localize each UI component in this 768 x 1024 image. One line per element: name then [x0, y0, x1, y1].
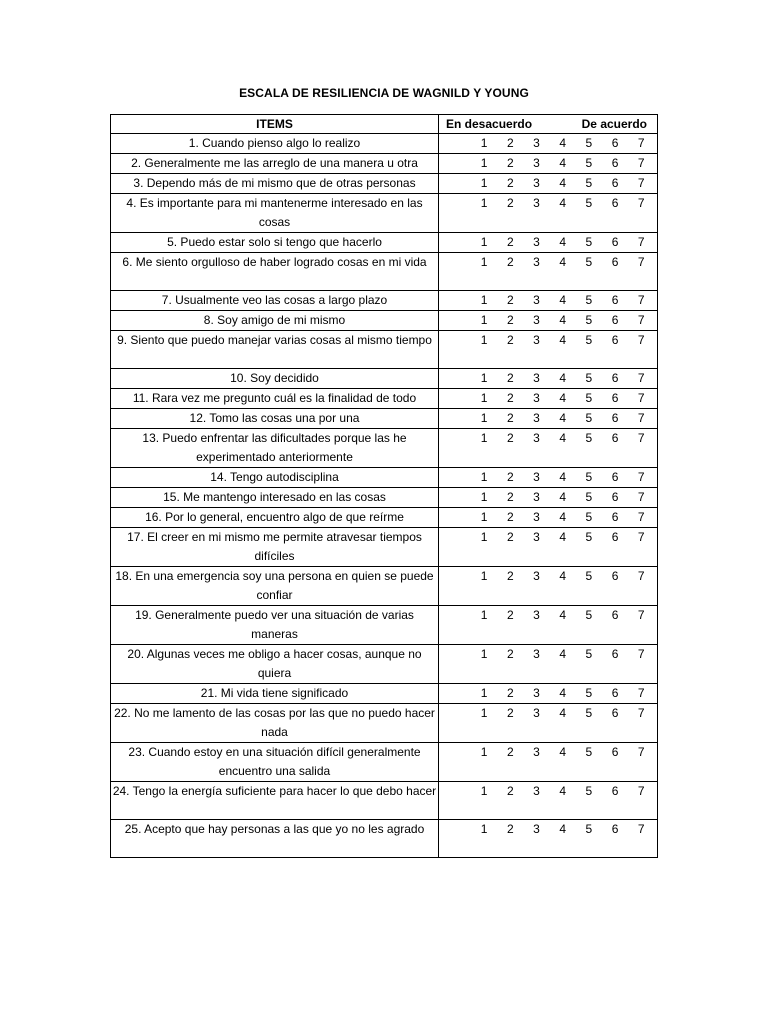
rating-options [439, 311, 658, 331]
rating-option[interactable]: 4 [559, 411, 566, 425]
item-text: 1. Cuando pienso algo lo realizo [111, 134, 439, 154]
table-row [111, 174, 658, 194]
item-text: 12. Tomo las cosas una por una [111, 409, 439, 429]
rating-option[interactable]: 6 [611, 293, 619, 307]
item-text: 11. Rara vez me pregunto cuál es la finalidad de todo [111, 389, 439, 409]
rating-option[interactable]: 3 [533, 411, 540, 425]
rating-option[interactable]: 3 [533, 569, 540, 583]
item-text: 25. Acepto que hay personas a las que yo no les agrado [111, 820, 439, 858]
rating-option[interactable]: 1 [480, 196, 488, 210]
rating-option[interactable]: 1 [480, 686, 488, 700]
rating-option[interactable]: 3 [533, 431, 540, 445]
rating-option[interactable]: 6 [611, 176, 619, 190]
table-row [111, 233, 658, 253]
rating-option[interactable]: 5 [585, 391, 593, 405]
rating-option[interactable]: 3 [533, 706, 540, 720]
rating-option[interactable]: 6 [611, 686, 619, 700]
table-header-row [111, 115, 658, 134]
rating-option[interactable]: 5 [585, 156, 593, 170]
rating-option[interactable]: 6 [611, 196, 619, 210]
rating-option[interactable]: 6 [611, 470, 619, 484]
item-text: 4. Es importante para mi mantenerme interesado en las cosas [111, 194, 439, 233]
rating-option[interactable]: 7 [637, 176, 645, 190]
rating-option[interactable]: 5 [585, 136, 593, 150]
rating-option[interactable]: 6 [611, 510, 619, 524]
rating-option[interactable]: 7 [637, 569, 645, 583]
rating-option[interactable]: 2 [506, 686, 514, 700]
rating-option[interactable]: 3 [533, 371, 540, 385]
table-row [111, 369, 658, 389]
rating-options [439, 429, 658, 468]
rating-options [439, 528, 658, 567]
rating-option[interactable]: 1 [480, 136, 488, 150]
rating-option[interactable]: 6 [611, 530, 619, 544]
rating-option[interactable]: 5 [585, 490, 593, 504]
rating-option[interactable]: 5 [585, 745, 593, 759]
table-row [111, 488, 658, 508]
rating-options [439, 684, 658, 704]
table-row [111, 645, 658, 684]
rating-option[interactable]: 3 [533, 235, 540, 249]
rating-options [439, 488, 658, 508]
rating-option[interactable]: 5 [585, 313, 593, 327]
rating-option[interactable]: 3 [533, 470, 540, 484]
item-text: 3. Dependo más de mi mismo que de otras personas [111, 174, 439, 194]
rating-option[interactable]: 6 [611, 235, 619, 249]
item-text: 2. Generalmente me las arreglo de una manera u otra [111, 154, 439, 174]
rating-option[interactable]: 6 [611, 784, 619, 798]
rating-option[interactable]: 4 [559, 176, 566, 190]
rating-option[interactable]: 6 [611, 647, 619, 661]
item-text: 14. Tengo autodisciplina [111, 468, 439, 488]
rating-option[interactable]: 6 [611, 156, 619, 170]
rating-option[interactable]: 5 [585, 235, 593, 249]
rating-option[interactable]: 3 [533, 196, 540, 210]
rating-option[interactable]: 3 [533, 313, 540, 327]
rating-option[interactable]: 7 [637, 235, 645, 249]
rating-options [439, 174, 658, 194]
rating-option[interactable]: 1 [480, 333, 488, 347]
rating-option[interactable]: 3 [533, 530, 540, 544]
rating-option[interactable]: 5 [585, 255, 593, 269]
rating-option[interactable]: 3 [533, 784, 540, 798]
table-row [111, 468, 658, 488]
rating-option[interactable]: 4 [559, 686, 566, 700]
rating-option[interactable]: 3 [533, 333, 540, 347]
rating-option[interactable]: 1 [480, 293, 488, 307]
rating-option[interactable]: 4 [559, 293, 566, 307]
table-row [111, 409, 658, 429]
table-row [111, 684, 658, 704]
rating-option[interactable]: 5 [585, 647, 593, 661]
rating-option[interactable]: 1 [480, 156, 488, 170]
document-title: ESCALA DE RESILIENCIA DE WAGNILD Y YOUNG [239, 86, 529, 100]
rating-option[interactable]: 7 [637, 293, 645, 307]
rating-option[interactable]: 4 [559, 490, 566, 504]
table-row [111, 704, 658, 743]
rating-option[interactable]: 7 [637, 647, 645, 661]
resilience-scale-table [110, 114, 658, 858]
rating-option[interactable]: 4 [559, 745, 566, 759]
rating-option[interactable]: 3 [533, 490, 540, 504]
rating-option[interactable]: 6 [611, 431, 619, 445]
disagree-label: En desacuerdo [446, 117, 533, 131]
rating-option[interactable]: 2 [506, 371, 514, 385]
table-row [111, 567, 658, 606]
rating-options [439, 154, 658, 174]
rating-option[interactable]: 1 [480, 569, 488, 583]
rating-option[interactable]: 4 [559, 784, 566, 798]
item-text: 13. Puedo enfrentar las dificultades porque las he experimentado anteriormente [111, 429, 439, 468]
rating-option[interactable]: 6 [611, 313, 619, 327]
rating-option[interactable]: 5 [585, 706, 593, 720]
rating-option[interactable]: 2 [506, 745, 514, 759]
rating-option[interactable]: 7 [637, 371, 645, 385]
rating-option[interactable]: 6 [611, 255, 619, 269]
rating-option[interactable]: 2 [506, 255, 514, 269]
table-body [111, 134, 658, 858]
scale-column-header [439, 115, 658, 134]
rating-option[interactable]: 6 [611, 411, 619, 425]
rating-options [439, 194, 658, 233]
rating-option[interactable]: 6 [611, 745, 619, 759]
rating-options [439, 782, 658, 820]
table-row [111, 194, 658, 233]
rating-options [439, 704, 658, 743]
rating-option[interactable]: 3 [533, 745, 540, 759]
rating-option[interactable]: 5 [585, 333, 593, 347]
rating-option[interactable]: 2 [506, 293, 514, 307]
rating-option[interactable]: 5 [585, 530, 593, 544]
item-text: 6. Me siento orgulloso de haber logrado cosas en mi vida [111, 253, 439, 291]
rating-option[interactable]: 7 [637, 608, 645, 622]
rating-option[interactable]: 4 [559, 647, 566, 661]
rating-option[interactable]: 1 [480, 490, 488, 504]
rating-option[interactable]: 7 [637, 255, 645, 269]
item-text: 19. Generalmente puedo ver una situación de varias maneras [111, 606, 439, 645]
table-row [111, 134, 658, 154]
rating-options [439, 369, 658, 389]
rating-option[interactable]: 2 [506, 156, 514, 170]
table-row [111, 820, 658, 858]
rating-option[interactable]: 3 [533, 822, 540, 836]
rating-option[interactable]: 1 [480, 255, 488, 269]
rating-option[interactable]: 5 [585, 293, 593, 307]
table-row [111, 389, 658, 409]
rating-option[interactable]: 3 [533, 293, 540, 307]
rating-option[interactable]: 7 [637, 156, 645, 170]
rating-options [439, 409, 658, 429]
rating-options [439, 468, 658, 488]
rating-option[interactable]: 2 [506, 196, 514, 210]
rating-options [439, 253, 658, 291]
rating-option[interactable]: 1 [480, 510, 488, 524]
rating-option[interactable]: 3 [533, 686, 540, 700]
rating-option[interactable]: 7 [637, 431, 645, 445]
rating-option[interactable]: 2 [506, 470, 514, 484]
rating-option[interactable]: 1 [480, 235, 488, 249]
item-text: 16. Por lo general, encuentro algo de que reírme [111, 508, 439, 528]
rating-option[interactable]: 3 [533, 136, 540, 150]
table-row [111, 508, 658, 528]
rating-options [439, 331, 658, 369]
rating-options [439, 567, 658, 606]
rating-options [439, 645, 658, 684]
rating-option[interactable]: 6 [611, 136, 619, 150]
rating-option[interactable]: 3 [533, 255, 540, 269]
rating-option[interactable]: 1 [480, 530, 488, 544]
rating-option[interactable]: 2 [506, 490, 514, 504]
rating-option[interactable]: 5 [585, 784, 593, 798]
rating-options [439, 134, 658, 154]
rating-option[interactable]: 4 [559, 391, 566, 405]
item-text: 24. Tengo la energía suficiente para hacer lo que debo hacer [111, 782, 439, 820]
rating-option[interactable]: 3 [533, 510, 540, 524]
rating-option[interactable]: 5 [585, 411, 593, 425]
rating-option[interactable]: 4 [559, 136, 566, 150]
rating-option[interactable]: 5 [585, 470, 593, 484]
rating-option[interactable]: 1 [480, 608, 488, 622]
rating-option[interactable]: 4 [559, 235, 566, 249]
rating-option[interactable]: 7 [637, 784, 645, 798]
rating-option[interactable]: 3 [533, 647, 540, 661]
rating-option[interactable]: 1 [480, 647, 488, 661]
rating-option[interactable]: 1 [480, 745, 488, 759]
rating-option[interactable]: 4 [559, 470, 566, 484]
rating-option[interactable]: 1 [480, 371, 488, 385]
rating-options [439, 606, 658, 645]
rating-option[interactable]: 1 [480, 176, 488, 190]
rating-option[interactable]: 5 [585, 371, 593, 385]
rating-option[interactable]: 4 [559, 608, 566, 622]
rating-option[interactable]: 4 [559, 255, 566, 269]
rating-option[interactable]: 2 [506, 136, 514, 150]
table-row [111, 291, 658, 311]
rating-option[interactable]: 2 [506, 530, 514, 544]
rating-options [439, 743, 658, 782]
rating-option[interactable]: 5 [585, 196, 593, 210]
rating-option[interactable]: 2 [506, 822, 514, 836]
rating-option[interactable]: 6 [611, 333, 619, 347]
item-text: 21. Mi vida tiene significado [111, 684, 439, 704]
rating-option[interactable]: 7 [637, 822, 645, 836]
rating-option[interactable]: 5 [585, 822, 593, 836]
item-text: 9. Siento que puedo manejar varias cosas al mismo tiempo [111, 331, 439, 369]
agree-label: De acuerdo [581, 117, 647, 131]
rating-option[interactable]: 7 [637, 313, 645, 327]
rating-option[interactable]: 6 [611, 569, 619, 583]
table-row [111, 782, 658, 820]
rating-option[interactable]: 4 [559, 156, 566, 170]
rating-option[interactable]: 5 [585, 569, 593, 583]
rating-option[interactable]: 5 [585, 608, 593, 622]
rating-option[interactable]: 2 [506, 411, 514, 425]
table-row [111, 606, 658, 645]
rating-options [439, 389, 658, 409]
rating-options [439, 820, 658, 858]
rating-option[interactable]: 7 [637, 490, 645, 504]
item-text: 18. En una emergencia soy una persona en quien se puede confiar [111, 567, 439, 606]
rating-option[interactable]: 2 [506, 706, 514, 720]
rating-option[interactable]: 1 [480, 470, 488, 484]
rating-option[interactable]: 3 [533, 176, 540, 190]
rating-option[interactable]: 2 [506, 647, 514, 661]
rating-option[interactable]: 1 [480, 391, 488, 405]
rating-option[interactable]: 1 [480, 784, 488, 798]
rating-option[interactable]: 7 [637, 196, 645, 210]
rating-option[interactable]: 7 [637, 333, 645, 347]
rating-option[interactable]: 7 [637, 391, 645, 405]
rating-option[interactable]: 7 [637, 136, 645, 150]
rating-option[interactable]: 7 [637, 470, 645, 484]
table-row [111, 154, 658, 174]
rating-options [439, 291, 658, 311]
rating-option[interactable]: 2 [506, 510, 514, 524]
rating-option[interactable]: 2 [506, 391, 514, 405]
rating-option[interactable]: 6 [611, 608, 619, 622]
table-row [111, 528, 658, 567]
item-text: 20. Algunas veces me obligo a hacer cosas, aunque no quiera [111, 645, 439, 684]
rating-options [439, 233, 658, 253]
rating-option[interactable]: 2 [506, 784, 514, 798]
items-column-header: ITEMS [111, 115, 439, 134]
rating-option[interactable]: 6 [611, 490, 619, 504]
rating-option[interactable]: 7 [637, 411, 645, 425]
rating-option[interactable]: 3 [533, 608, 540, 622]
rating-option[interactable]: 4 [559, 530, 566, 544]
item-text: 23. Cuando estoy en una situación difícil generalmente encuentro una salida [111, 743, 439, 782]
table-row [111, 311, 658, 331]
rating-option[interactable]: 1 [480, 313, 488, 327]
rating-option[interactable]: 4 [559, 333, 566, 347]
rating-option[interactable]: 4 [559, 313, 566, 327]
rating-option[interactable]: 4 [559, 510, 566, 524]
rating-option[interactable]: 2 [506, 431, 514, 445]
rating-option[interactable]: 6 [611, 706, 619, 720]
rating-option[interactable]: 1 [480, 706, 488, 720]
rating-option[interactable]: 2 [506, 608, 514, 622]
rating-option[interactable]: 2 [506, 333, 514, 347]
rating-option[interactable]: 4 [559, 431, 566, 445]
rating-option[interactable]: 2 [506, 176, 514, 190]
rating-option[interactable]: 1 [480, 822, 488, 836]
item-text: 10. Soy decidido [111, 369, 439, 389]
rating-option[interactable]: 6 [611, 822, 619, 836]
rating-option[interactable]: 5 [585, 176, 593, 190]
item-text: 15. Me mantengo interesado en las cosas [111, 488, 439, 508]
table-row [111, 253, 658, 291]
rating-option[interactable]: 6 [611, 391, 619, 405]
rating-option[interactable]: 4 [559, 371, 566, 385]
table-row [111, 743, 658, 782]
item-text: 22. No me lamento de las cosas por las que no puedo hacer nada [111, 704, 439, 743]
rating-option[interactable]: 5 [585, 431, 593, 445]
rating-option[interactable]: 3 [533, 391, 540, 405]
rating-option[interactable]: 7 [637, 706, 645, 720]
rating-options [439, 508, 658, 528]
table-row [111, 331, 658, 369]
item-text: 17. El creer en mi mismo me permite atravesar tiempos difíciles [111, 528, 439, 567]
rating-option[interactable]: 3 [533, 156, 540, 170]
table-row [111, 429, 658, 468]
rating-option[interactable]: 2 [506, 313, 514, 327]
rating-option[interactable]: 2 [506, 235, 514, 249]
rating-option[interactable]: 7 [637, 530, 645, 544]
rating-option[interactable]: 7 [637, 745, 645, 759]
rating-option[interactable]: 5 [585, 510, 593, 524]
item-text: 8. Soy amigo de mi mismo [111, 311, 439, 331]
rating-option[interactable]: 6 [611, 371, 619, 385]
rating-option[interactable]: 1 [480, 431, 488, 445]
rating-option[interactable]: 7 [637, 686, 645, 700]
item-text: 7. Usualmente veo las cosas a largo plazo [111, 291, 439, 311]
rating-option[interactable]: 4 [559, 706, 566, 720]
item-text: 5. Puedo estar solo si tengo que hacerlo [111, 233, 439, 253]
rating-option[interactable]: 4 [559, 822, 566, 836]
rating-option[interactable]: 2 [506, 569, 514, 583]
rating-option[interactable]: 7 [637, 510, 645, 524]
rating-option[interactable]: 4 [559, 569, 566, 583]
rating-option[interactable]: 4 [559, 196, 566, 210]
rating-option[interactable]: 5 [585, 686, 593, 700]
rating-option[interactable]: 1 [480, 411, 488, 425]
